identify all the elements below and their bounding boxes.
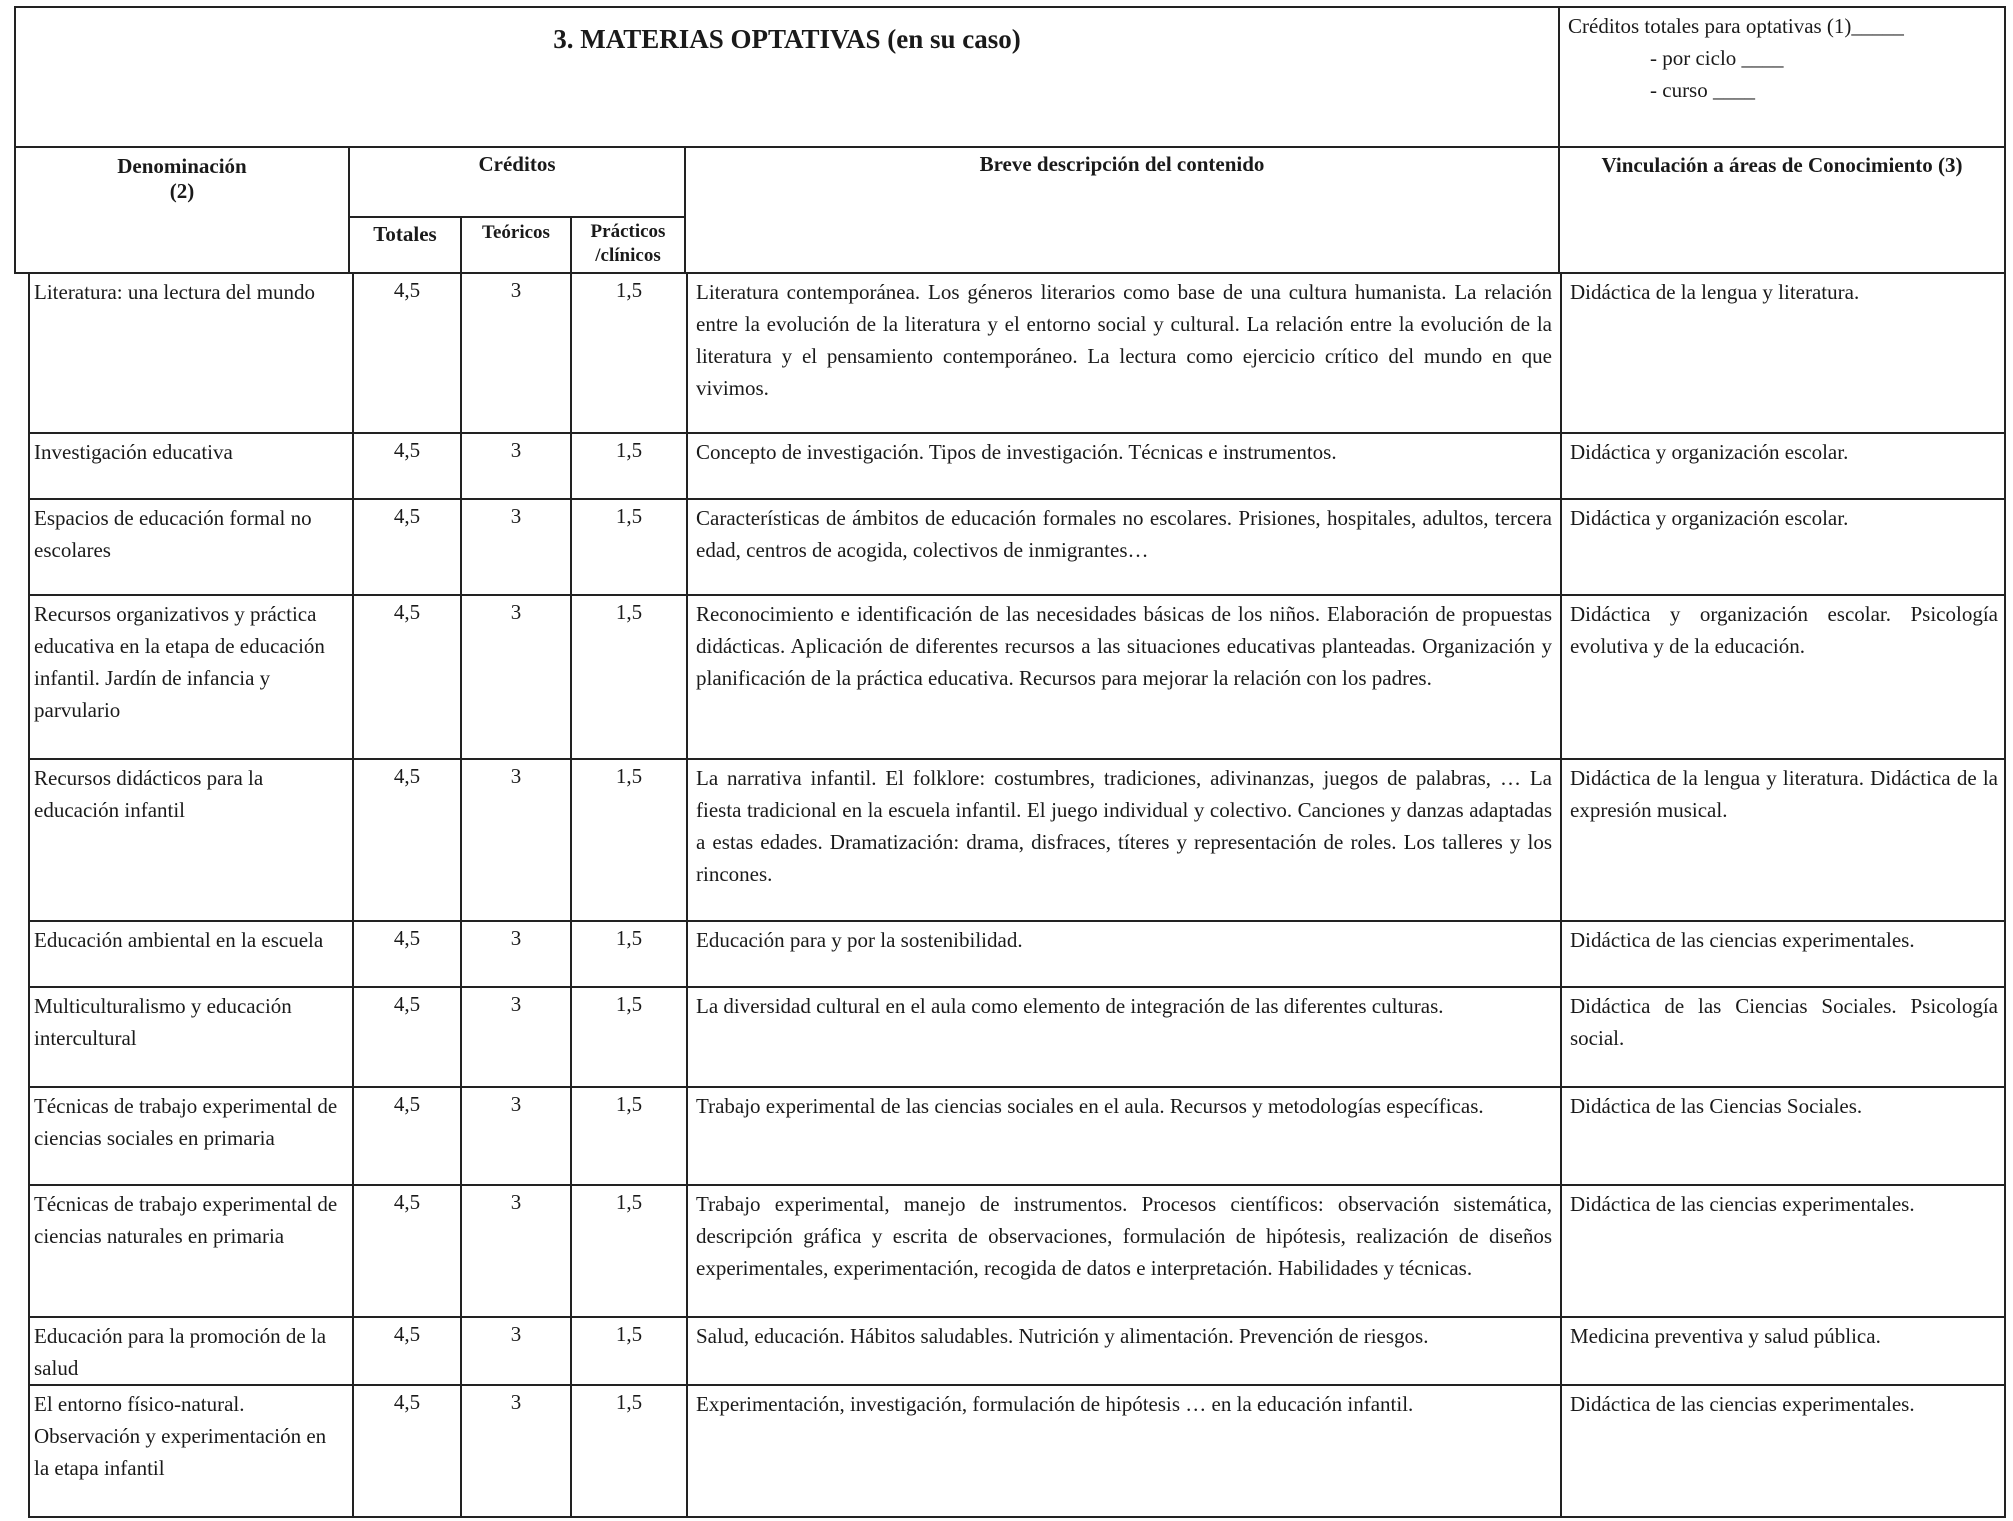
cell-teoricos: 3 [460,1316,572,1386]
table-row [28,272,2006,434]
cell-teoricos: 3 [460,594,572,760]
cell-descripcion: Salud, educación. Hábitos saludables. Nutrición y alimentación. Prevención de riesgos. [686,1316,1562,1386]
table-row [28,986,2006,1088]
cell-teoricos: 3 [460,498,572,596]
header-descripcion: Breve descripción del contenido [684,146,1560,274]
cell-descripcion: Reconocimiento e identificación de las necesidades básicas de los niños. Elaboración de propuestas didácticas. Aplicación de diferentes recursos a las situaciones educativas planteadas. Organización y planificación de la práctica educativa. Recursos para mejorar la relación con los padres. [686,594,1562,760]
cell-descripcion: Literatura contemporánea. Los géneros literarios como base de una cultura humanista. La relación entre la evolución de la literatura y el entorno social y cultural. La relación entre la evolución de la literatura y el pensamiento contemporáneo. La lectura como ejercicio crítico del mundo en que vivimos. [686,272,1562,434]
cell-denominacion: El entorno físico-natural. Observación y experimentación en la etapa infantil [28,1384,354,1518]
header-creditos: Créditos [348,146,686,218]
table-row [28,1184,2006,1318]
header-totales: Totales [348,216,462,274]
cell-totales: 4,5 [352,920,462,988]
table-row [28,498,2006,596]
cell-teoricos: 3 [460,1086,572,1186]
header-vinculacion: Vinculación a áreas de Conocimiento (3) [1558,146,2006,274]
cell-practicos: 1,5 [570,432,688,500]
cell-vinculacion: Didáctica de las Ciencias Sociales. [1560,1086,2006,1186]
total-credits-label: Créditos totales para optativas (1)_____ [1568,14,1904,38]
cell-denominacion: Técnicas de trabajo experimental de ciencias naturales en primaria [28,1184,354,1318]
cell-descripcion: Concepto de investigación. Tipos de investigación. Técnicas e instrumentos. [686,432,1562,500]
table-row [28,432,2006,500]
cell-vinculacion: Didáctica y organización escolar. Psicología evolutiva y de la educación. [1560,594,2006,760]
cell-vinculacion: Didáctica de las Ciencias Sociales. Psicología social. [1560,986,2006,1088]
cell-totales: 4,5 [352,986,462,1088]
cell-teoricos: 3 [460,758,572,922]
table-row [28,758,2006,922]
cell-denominacion: Espacios de educación formal no escolares [28,498,354,596]
cell-practicos: 1,5 [570,920,688,988]
cell-practicos: 1,5 [570,1086,688,1186]
cell-denominacion: Técnicas de trabajo experimental de ciencias sociales en primaria [28,1086,354,1186]
cell-vinculacion: Didáctica de la lengua y literatura. [1560,272,2006,434]
cell-practicos: 1,5 [570,594,688,760]
cell-totales: 4,5 [352,1316,462,1386]
header-denominacion-note: (2) [169,179,195,203]
cell-totales: 4,5 [352,1086,462,1186]
cell-totales: 4,5 [352,1384,462,1518]
cell-denominacion: Multiculturalismo y educación intercultural [28,986,354,1088]
cell-descripcion: Trabajo experimental, manejo de instrumentos. Procesos científicos: observación sistemática, descripción gráfica y escrita de observaciones, formulación de hipótesis, realización de diseños experimentales, experimentación, recogida de datos e interpretación. Habilidades y técnicas. [686,1184,1562,1318]
cell-totales: 4,5 [352,758,462,922]
header-teoricos: Teóricos [460,216,572,274]
cell-descripcion: Características de ámbitos de educación formales no escolares. Prisiones, hospitales, adultos, tercera edad, centros de acogida, colectivos de inmigrantes… [686,498,1562,596]
cell-denominacion: Literatura: una lectura del mundo [28,272,354,434]
cell-denominacion: Educación ambiental en la escuela [28,920,354,988]
cell-practicos: 1,5 [570,1316,688,1386]
per-cycle-label: - por ciclo ____ [1650,46,1784,70]
cell-teoricos: 3 [460,920,572,988]
cell-vinculacion: Medicina preventiva y salud pública. [1560,1316,2006,1386]
cell-denominacion: Investigación educativa [28,432,354,500]
cell-totales: 4,5 [352,432,462,500]
cell-denominacion: Educación para la promoción de la salud [28,1316,354,1386]
cell-teoricos: 3 [460,986,572,1088]
cell-teoricos: 3 [460,432,572,500]
cell-vinculacion: Didáctica y organización escolar. [1560,498,2006,596]
cell-descripcion: Educación para y por la sostenibilidad. [686,920,1562,988]
cell-vinculacion: Didáctica de las ciencias experimentales. [1560,1184,2006,1318]
table-row [28,1086,2006,1186]
cell-practicos: 1,5 [570,758,688,922]
header-practicos: Prácticos /clínicos [570,216,686,274]
cell-totales: 4,5 [352,594,462,760]
cell-denominacion: Recursos didácticos para la educación infantil [28,758,354,922]
section-title: 3. MATERIAS OPTATIVAS (en su caso) [553,24,1021,54]
cell-totales: 4,5 [352,498,462,596]
per-course-label: - curso ____ [1650,78,1755,102]
cell-teoricos: 3 [460,1384,572,1518]
cell-descripcion: La narrativa infantil. El folklore: costumbres, tradiciones, adivinanzas, juegos de palabras, … La fiesta tradicional en la escuela infantil. El juego individual y colectivo. Canciones y danzas adaptadas a estas edades. Dramatización: drama, disfraces, títeres y representación de roles. Los talleres y los rincones. [686,758,1562,922]
table-row [28,594,2006,760]
table-row [28,1384,2006,1518]
cell-practicos: 1,5 [570,1384,688,1518]
cell-practicos: 1,5 [570,498,688,596]
header-denominacion-label: Denominación [117,154,247,178]
cell-teoricos: 3 [460,272,572,434]
section-header [14,6,1560,148]
header-denominacion [14,146,350,274]
credits-summary [1558,6,2006,148]
cell-descripcion: Trabajo experimental de las ciencias sociales en el aula. Recursos y metodologías específicas. [686,1086,1562,1186]
cell-descripcion: La diversidad cultural en el aula como elemento de integración de las diferentes culturas. [686,986,1562,1088]
cell-descripcion: Experimentación, investigación, formulación de hipótesis … en la educación infantil. [686,1384,1562,1518]
table-row [28,1316,2006,1386]
table-row [28,920,2006,988]
cell-practicos: 1,5 [570,1184,688,1318]
cell-denominacion: Recursos organizativos y práctica educativa en la etapa de educación infantil. Jardín de infancia y parvulario [28,594,354,760]
cell-teoricos: 3 [460,1184,572,1318]
cell-vinculacion: Didáctica de las ciencias experimentales. [1560,1384,2006,1518]
cell-vinculacion: Didáctica y organización escolar. [1560,432,2006,500]
cell-practicos: 1,5 [570,986,688,1088]
cell-practicos: 1,5 [570,272,688,434]
cell-vinculacion: Didáctica de la lengua y literatura. Didáctica de la expresión musical. [1560,758,2006,922]
cell-totales: 4,5 [352,1184,462,1318]
cell-vinculacion: Didáctica de las ciencias experimentales. [1560,920,2006,988]
cell-totales: 4,5 [352,272,462,434]
